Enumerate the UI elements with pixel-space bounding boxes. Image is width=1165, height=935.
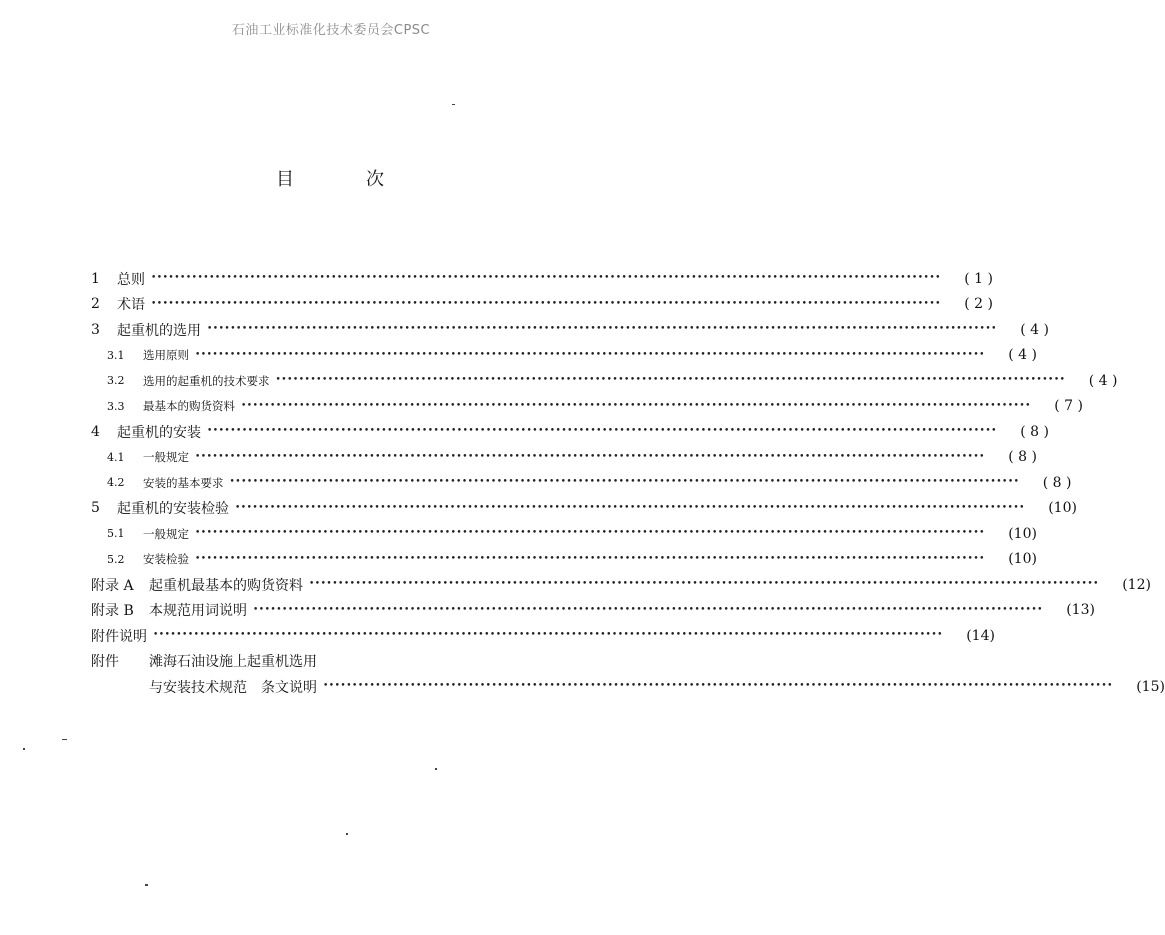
- toc-entry-number: 3.2: [107, 374, 125, 388]
- toc-leader-dots: ••••••••••••••••••••••••••••••••••••••••••••••••••••••••••••••••••••••••••••••••••••••••••••••••••••••••••••••••••••••••••••••••••••••••: [153, 630, 943, 641]
- toc-entry-number: 附录 A: [91, 577, 134, 594]
- toc-leader-dots: ••••••••••••••••••••••••••••••••••••••••••••••••••••••••••••••••••••••••••••••••••••••••••••••••••••••••••••••••••••••••••••••••••••••••: [151, 298, 941, 309]
- toc-leader-dots: ••••••••••••••••••••••••••••••••••••••••••••••••••••••••••••••••••••••••••••••••••••••••••••••••••••••••••••••••••••••••••••••••••••••••: [229, 477, 1020, 488]
- toc-subentry[interactable]: [91, 368, 1118, 394]
- toc-leader-dots: ••••••••••••••••••••••••••••••••••••••••••••••••••••••••••••••••••••••••••••••••••••••••••••••••••••••••••••••••••••••••••••••••••••••••: [323, 681, 1113, 692]
- toc-entry-label: 最基本的购货资料: [143, 399, 235, 414]
- toc-entry-page: ( 4 ): [1020, 321, 1049, 338]
- toc-entry-page: (10): [1008, 551, 1037, 568]
- toc-entry-number: 附件: [91, 654, 119, 671]
- toc-leader-dots: ••••••••••••••••••••••••••••••••••••••••••••••••••••••••••••••••••••••••••••••••••••••••••••••••••••••••••••••••••••••••••••••••••••••••: [151, 273, 941, 284]
- toc-entry-label: 起重机的安装: [117, 424, 201, 441]
- toc-entry-number: 4: [91, 423, 100, 440]
- table-of-contents: [91, 266, 1165, 700]
- scan-speck: [452, 104, 455, 105]
- toc-entry-label: 一般规定: [143, 526, 189, 541]
- toc-entry-number: 3: [91, 321, 100, 338]
- toc-entry-number: 1: [91, 270, 100, 287]
- toc-entry-page: ( 8 ): [1020, 423, 1049, 440]
- toc-entry-label: 安装检验: [143, 552, 189, 567]
- toc-entry-number: 2: [91, 296, 100, 313]
- toc-entry-label: 选用的起重机的技术要求: [143, 373, 270, 388]
- toc-entry-label: 一般规定: [143, 450, 189, 465]
- toc-entry[interactable]: [91, 496, 1077, 522]
- toc-entry-page: ( 4 ): [1008, 347, 1037, 364]
- toc-entry-page: ( 2 ): [964, 296, 993, 313]
- toc-leader-dots: ••••••••••••••••••••••••••••••••••••••••••••••••••••••••••••••••••••••••••••••••••••••••••••••••••••••••••••••••••••••••••••••••••••••••: [195, 528, 985, 539]
- toc-leader-dots: ••••••••••••••••••••••••••••••••••••••••••••••••••••••••••••••••••••••••••••••••••••••••••••••••••••••••••••••••••••••••••••••••••••••••: [207, 426, 997, 437]
- toc-entry-label: 与安装技术规范 条文说明: [149, 679, 317, 696]
- toc-entry-label: 起重机的选用: [117, 322, 201, 339]
- toc-entry-number: 4.2: [107, 476, 125, 490]
- toc-entry-page: (14): [966, 627, 995, 644]
- toc-subentry[interactable]: [91, 521, 1037, 547]
- toc-subentry[interactable]: [91, 470, 1072, 496]
- scan-speck: [346, 833, 348, 835]
- toc-entry-label: 总则: [117, 271, 145, 288]
- toc-entry-page: (15): [1136, 678, 1165, 695]
- toc-leader-dots: ••••••••••••••••••••••••••••••••••••••••••••••••••••••••••••••••••••••••••••••••••••••••••••••••••••••••••••••••••••••••••••••••••••••••: [309, 579, 1099, 590]
- toc-entry-page: ( 8 ): [1008, 449, 1037, 466]
- toc-entry-label: 选用原则: [143, 348, 189, 363]
- toc-entry-page: ( 7 ): [1054, 398, 1083, 415]
- toc-leader-dots: ••••••••••••••••••••••••••••••••••••••••••••••••••••••••••••••••••••••••••••••••••••••••••••••••••••••••••••••••••••••••••••••••••••••••: [241, 400, 1031, 411]
- toc-entry[interactable]: [91, 623, 995, 649]
- toc-entry-number: 5.2: [107, 552, 125, 566]
- toc-entry-number: 5: [91, 500, 100, 517]
- toc-heading: [276, 165, 396, 191]
- toc-leader-dots: ••••••••••••••••••••••••••••••••••••••••••••••••••••••••••••••••••••••••••••••••••••••••••••••••••••••••••••••••••••••••••••••••••••••••: [253, 604, 1043, 615]
- toc-entry-number: 3.3: [107, 399, 125, 413]
- toc-appendix-entry[interactable]: [91, 649, 571, 675]
- toc-entry-page: ( 8 ): [1042, 474, 1072, 491]
- toc-subentry[interactable]: [91, 547, 1037, 573]
- toc-entry-label: 附件说明: [91, 628, 147, 645]
- toc-leader-dots: ••••••••••••••••••••••••••••••••••••••••••••••••••••••••••••••••••••••••••••••••••••••••••••••••••••••••••••••••••••••••••••••••••••••••: [207, 324, 997, 335]
- toc-entry-number: 5.1: [107, 527, 125, 541]
- toc-entry-page: (10): [1048, 500, 1077, 517]
- toc-entry-number: 4.1: [107, 450, 125, 464]
- toc-leader-dots: ••••••••••••••••••••••••••••••••••••••••••••••••••••••••••••••••••••••••••••••••••••••••••••••••••••••••••••••••••••••••••••••••••••••••: [275, 375, 1066, 386]
- toc-leader-dots: ••••••••••••••••••••••••••••••••••••••••••••••••••••••••••••••••••••••••••••••••••••••••••••••••••••••••••••••••••••••••••••••••••••••••: [235, 502, 1025, 513]
- toc-entry-label: 起重机最基本的购货资料: [149, 577, 303, 594]
- scan-speck: [23, 748, 25, 750]
- toc-entry-label: 滩海石油设施上起重机选用: [149, 654, 317, 671]
- toc-entry-page: (13): [1066, 602, 1095, 619]
- toc-entry-label: 本规范用词说明: [149, 603, 247, 620]
- toc-entry-number: 附录 B: [91, 603, 134, 620]
- toc-entry[interactable]: [91, 317, 1049, 343]
- toc-subentry[interactable]: [91, 445, 1037, 471]
- toc-appendix-entry-continued[interactable]: [91, 674, 1165, 700]
- toc-entry[interactable]: [91, 419, 1049, 445]
- toc-heading-char-1: 目: [276, 169, 294, 190]
- toc-entry-page: ( 1 ): [964, 270, 993, 287]
- scan-speck: [145, 884, 148, 886]
- toc-subentry[interactable]: [91, 343, 1037, 369]
- watermark: 石油工业标准化技术委员会CPSC: [231, 23, 431, 38]
- toc-entry-label: 起重机的安装检验: [117, 501, 229, 518]
- toc-appendix-entry[interactable]: [91, 598, 1095, 624]
- scan-speck: [435, 768, 437, 770]
- toc-entry-label: 术语: [117, 297, 145, 314]
- toc-leader-dots: ••••••••••••••••••••••••••••••••••••••••••••••••••••••••••••••••••••••••••••••••••••••••••••••••••••••••••••••••••••••••••••••••••••••••: [195, 451, 985, 462]
- toc-entry-page: (10): [1008, 525, 1037, 542]
- toc-entry-label: 安装的基本要求: [143, 475, 224, 490]
- scan-speck: [62, 739, 67, 740]
- toc-entry-page: ( 4 ): [1088, 372, 1118, 389]
- toc-subentry[interactable]: [91, 394, 1083, 420]
- toc-entry[interactable]: [91, 266, 993, 292]
- toc-heading-char-2: 次: [366, 169, 384, 190]
- toc-leader-dots: ••••••••••••••••••••••••••••••••••••••••••••••••••••••••••••••••••••••••••••••••••••••••••••••••••••••••••••••••••••••••••••••••••••••••: [195, 349, 985, 360]
- toc-entry-number: 3.1: [107, 348, 125, 362]
- toc-entry-page: (12): [1122, 576, 1151, 593]
- toc-leader-dots: ••••••••••••••••••••••••••••••••••••••••••••••••••••••••••••••••••••••••••••••••••••••••••••••••••••••••••••••••••••••••••••••••••••••••: [195, 553, 985, 564]
- toc-entry[interactable]: [91, 292, 993, 318]
- toc-appendix-entry[interactable]: [91, 572, 1151, 598]
